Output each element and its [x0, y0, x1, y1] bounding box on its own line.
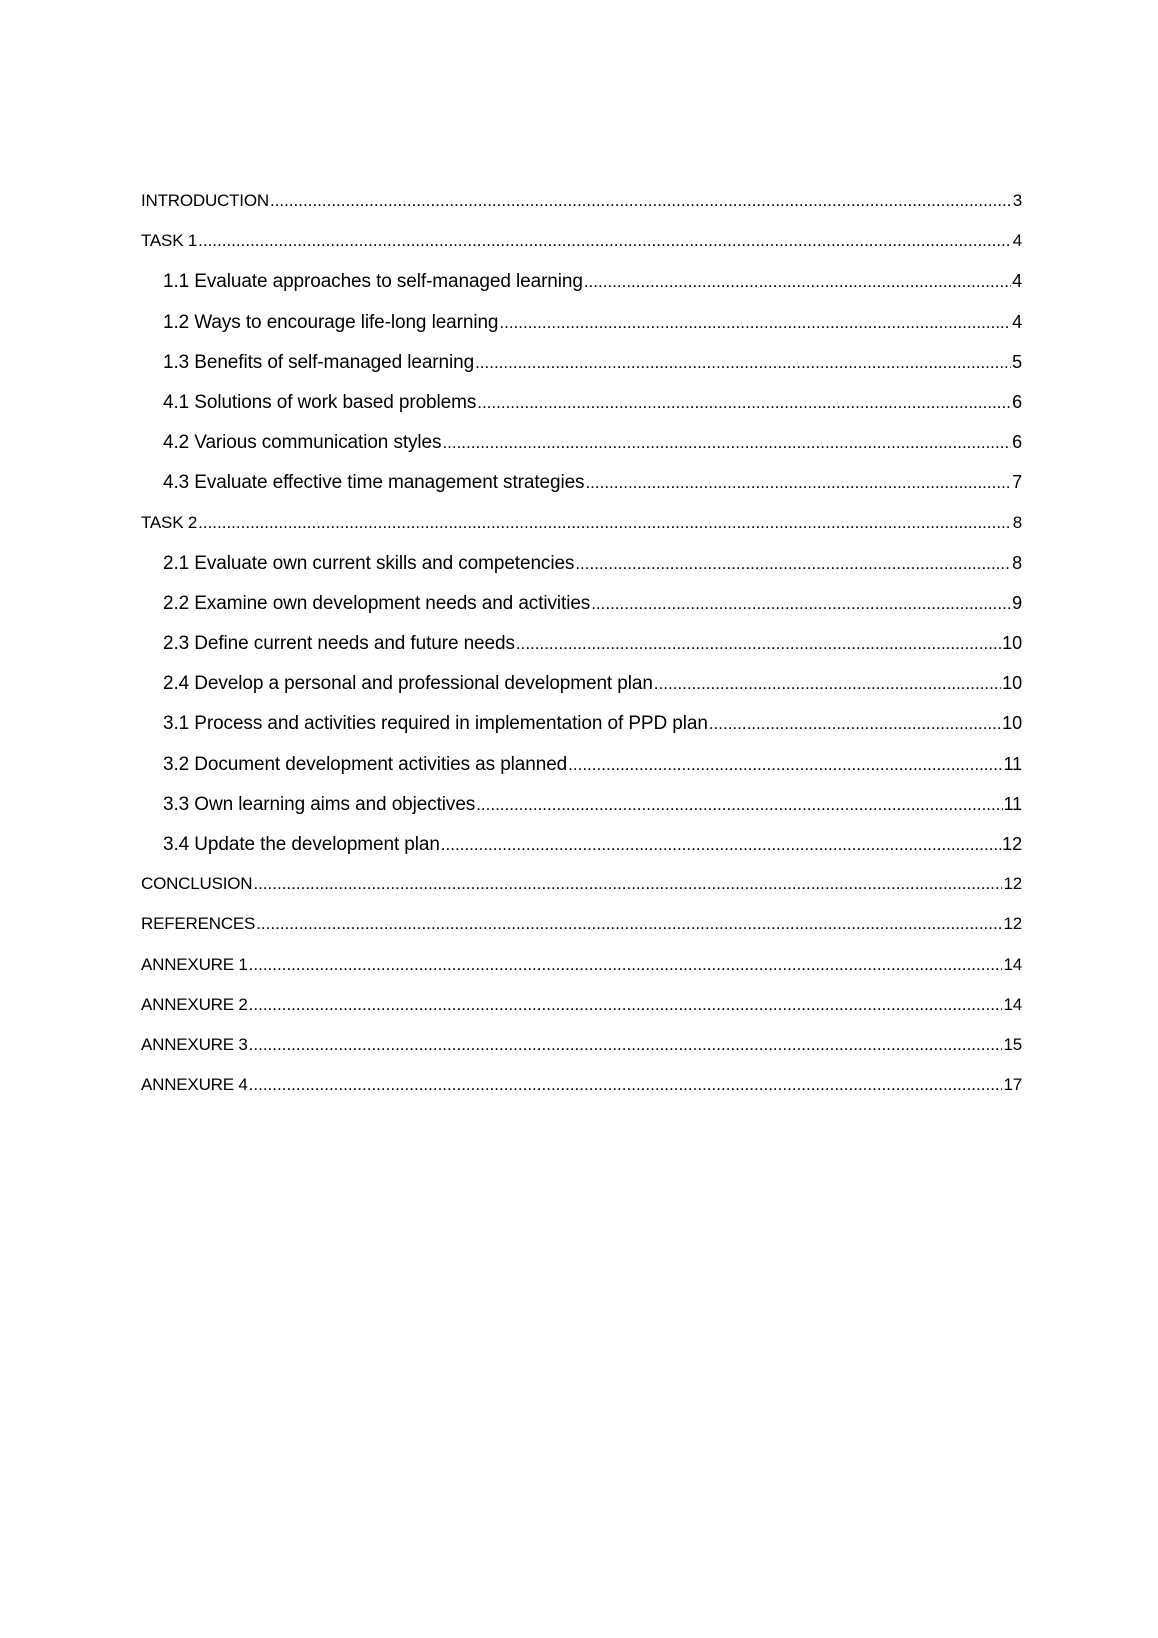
toc-entry-4-1[interactable]: [141, 389, 1022, 429]
toc-entry-title: 2.2 Examine own development needs and activities: [163, 592, 591, 614]
toc-entry-annexure-1[interactable]: [141, 952, 1022, 992]
toc-page-number: 11: [1003, 793, 1022, 814]
toc-entry-title: 3.1 Process and activities required in implementation of PPD plan: [163, 713, 708, 735]
toc-entry-3-1[interactable]: [141, 710, 1022, 750]
toc-entry-4-3[interactable]: [141, 469, 1022, 509]
toc-entry-title: 1.1 Evaluate approaches to self-managed learning: [163, 271, 583, 293]
toc-dot-leader: [568, 752, 1002, 778]
toc-page-number: 15: [1003, 1034, 1022, 1054]
toc-dot-leader: [475, 350, 1011, 376]
toc-entry-title: 4.1 Solutions of work based problems: [163, 391, 477, 413]
toc-dot-leader: [477, 390, 1011, 416]
toc-page-number: 4: [1012, 311, 1022, 332]
toc-entry-title: TASK 2: [141, 512, 198, 532]
toc-page-number: 17: [1003, 1075, 1022, 1095]
toc-entry-annexure-2[interactable]: [141, 992, 1022, 1032]
toc-page-number: 14: [1003, 954, 1022, 974]
toc-entry-2-3[interactable]: [141, 630, 1022, 670]
toc-entry-title: REFERENCES: [141, 914, 256, 934]
toc-page-number: 8: [1012, 512, 1022, 532]
toc-dot-leader: [441, 832, 1001, 858]
toc-entry-title: 2.4 Develop a personal and professional development plan: [163, 673, 653, 695]
toc-dot-leader: [516, 631, 1001, 657]
toc-entry-2-4[interactable]: [141, 670, 1022, 710]
toc-entry-1-1[interactable]: [141, 268, 1022, 308]
toc-dot-leader: [709, 711, 1001, 737]
toc-dot-leader: [253, 871, 1002, 897]
toc-page-number: 9: [1012, 592, 1022, 613]
toc-entry-conclusion[interactable]: [141, 871, 1022, 911]
toc-dot-leader: [256, 911, 1002, 937]
toc-entry-4-2[interactable]: [141, 429, 1022, 469]
toc-page-number: 6: [1012, 391, 1022, 412]
toc-page-number: 12: [1003, 914, 1022, 934]
toc-entry-annexure-4[interactable]: [141, 1072, 1022, 1112]
toc-entry-title: ANNEXURE 2: [141, 994, 248, 1014]
toc-dot-leader: [654, 671, 1001, 697]
toc-entry-annexure-3[interactable]: [141, 1032, 1022, 1072]
toc-entry-title: 2.3 Define current needs and future needs: [163, 633, 515, 655]
toc-page-number: 10: [1002, 713, 1022, 734]
toc-page-number: 3: [1012, 191, 1022, 210]
toc-entry-task-1[interactable]: [141, 228, 1022, 268]
toc-dot-leader: [585, 470, 1011, 496]
toc-entry-title: ANNEXURE 3: [141, 1034, 248, 1054]
toc-entry-title: 4.3 Evaluate effective time management strategies: [163, 472, 585, 494]
toc-page-number: 8: [1012, 552, 1022, 573]
toc-dot-leader: [584, 269, 1011, 295]
toc-entry-title: INTRODUCTION: [141, 191, 269, 210]
toc-page-number: 12: [1002, 834, 1022, 854]
toc-entry-title: CONCLUSION: [141, 874, 253, 894]
toc-page-number: 4: [1012, 271, 1022, 292]
toc-dot-leader: [249, 1072, 1003, 1098]
toc-entry-title: ANNEXURE 4: [141, 1075, 248, 1095]
toc-dot-leader: [499, 310, 1011, 336]
toc-entry-introduction[interactable]: [141, 188, 1022, 228]
toc-entry-references[interactable]: [141, 911, 1022, 951]
toc-page-number: 11: [1003, 753, 1022, 774]
toc-entry-task-2[interactable]: [141, 510, 1022, 550]
toc-page-number: 4: [1012, 231, 1022, 251]
toc-entry-title: 2.1 Evaluate own current skills and competencies: [163, 552, 575, 574]
toc-entry-title: ANNEXURE 1: [141, 954, 248, 974]
toc-dot-leader: [198, 228, 1012, 254]
toc-page-number: 5: [1012, 351, 1022, 372]
toc-page-number: 12: [1003, 874, 1022, 894]
toc-page-number: 10: [1002, 633, 1022, 654]
toc-entry-title: 3.4 Update the development plan: [163, 834, 440, 855]
toc-entry-2-1[interactable]: [141, 550, 1022, 590]
toc-entry-3-2[interactable]: [141, 751, 1022, 791]
toc-entry-title: 3.2 Document development activities as planned: [163, 753, 568, 775]
toc-entry-title: 1.3 Benefits of self-managed learning: [163, 351, 475, 373]
toc-dot-leader: [249, 952, 1003, 978]
toc-page-number: 10: [1002, 673, 1022, 694]
toc-entry-title: TASK 1: [141, 231, 198, 251]
toc-entry-3-4[interactable]: [141, 831, 1022, 871]
toc-page-number: 7: [1012, 472, 1022, 493]
toc-dot-leader: [249, 992, 1003, 1018]
table-of-contents: [141, 188, 1022, 1112]
toc-dot-leader: [591, 591, 1011, 617]
toc-entry-3-3[interactable]: [141, 791, 1022, 831]
toc-entry-title: 4.2 Various communication styles: [163, 432, 442, 454]
toc-entry-title: 3.3 Own learning aims and objectives: [163, 793, 476, 815]
toc-entry-1-3[interactable]: [141, 349, 1022, 389]
toc-entry-1-2[interactable]: [141, 309, 1022, 349]
toc-entry-title: 1.2 Ways to encourage life-long learning: [163, 311, 499, 333]
toc-dot-leader: [575, 551, 1011, 577]
toc-dot-leader: [198, 510, 1012, 536]
toc-page-number: 6: [1012, 432, 1022, 453]
toc-dot-leader: [249, 1032, 1003, 1058]
toc-dot-leader: [476, 792, 1002, 818]
toc-dot-leader: [270, 188, 1012, 214]
toc-entry-2-2[interactable]: [141, 590, 1022, 630]
toc-page-number: 14: [1003, 994, 1022, 1014]
toc-dot-leader: [442, 430, 1011, 456]
